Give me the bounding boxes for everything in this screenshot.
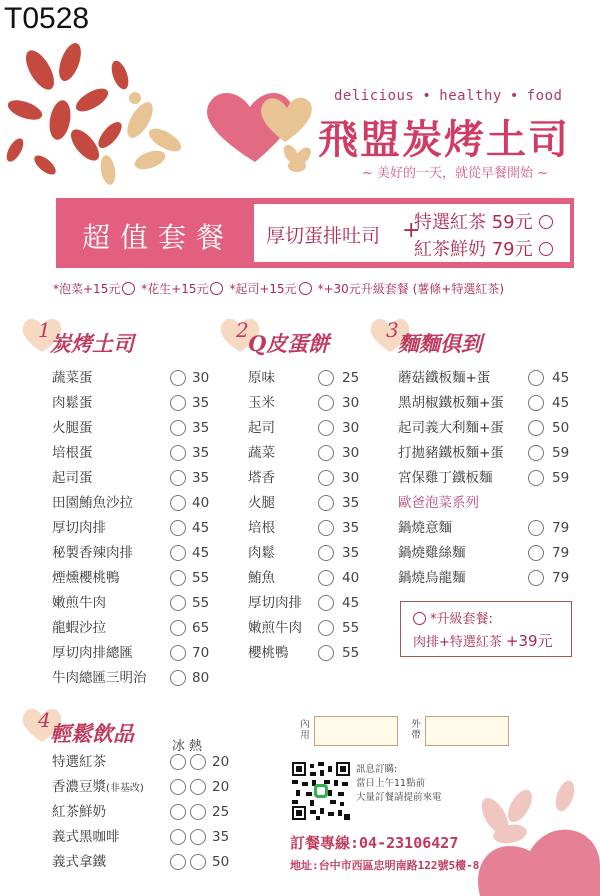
checkbox-circle-icon[interactable] xyxy=(528,520,544,536)
checkbox-hot-icon[interactable] xyxy=(190,754,206,770)
order-info: 訊息訂購: 當日上午11點前 大量訂餐請提前來電 xyxy=(356,764,442,803)
checkbox-circle-icon[interactable] xyxy=(170,570,186,586)
list-item: 義式黑咖啡 35 xyxy=(52,829,230,845)
list-item: 宮保雞丁鐵板麵 59 xyxy=(398,470,570,486)
hearts-decoration-icon xyxy=(195,72,315,172)
checkbox-circle-icon[interactable] xyxy=(170,420,186,436)
list-item: 秘製香辣肉排 45 xyxy=(52,545,210,561)
tagline: delicious • healthy • food xyxy=(334,88,563,104)
checkbox-hot-icon[interactable] xyxy=(190,804,206,820)
combo-options-panel xyxy=(254,204,570,262)
checkbox-circle-icon[interactable] xyxy=(170,495,186,511)
takeout-box[interactable] xyxy=(425,716,509,746)
checkbox-circle-icon[interactable] xyxy=(318,445,334,461)
combo-banner xyxy=(56,198,574,268)
list-item: 起司蛋 35 xyxy=(52,470,210,486)
list-item: 厚切肉排總匯 70 xyxy=(52,645,210,661)
checkbox-cold-icon[interactable] xyxy=(170,754,186,770)
list-item: 厚切肉排 45 xyxy=(52,520,210,536)
checkbox-circle-icon[interactable] xyxy=(528,370,544,386)
checkbox-circle-icon[interactable] xyxy=(299,282,312,295)
checkbox-cold-icon[interactable] xyxy=(170,779,186,795)
combo-main-item: 厚切蛋排吐司 xyxy=(266,225,381,247)
checkbox-circle-icon[interactable] xyxy=(170,545,186,561)
checkbox-circle-icon[interactable] xyxy=(539,215,553,229)
combo-option: 紅茶鮮奶 79元 xyxy=(414,235,553,261)
checkbox-circle-icon[interactable] xyxy=(170,445,186,461)
list-item: 玉米 30 xyxy=(248,395,360,411)
list-item: 起司義大利麵+蛋 50 xyxy=(398,420,570,436)
subsection-label: 歐爸泡菜系列 xyxy=(398,495,479,511)
combo-plus-sign: + xyxy=(402,218,421,243)
list-item: 黑胡椒鐵板麵+蛋 45 xyxy=(398,395,570,411)
section-heading-drinks: 4 輕鬆飲品 xyxy=(20,704,190,754)
list-item: 厚切肉排 45 xyxy=(248,595,360,611)
list-item: 起司 30 xyxy=(248,420,360,436)
checkbox-hot-icon[interactable] xyxy=(190,854,206,870)
checkbox-circle-icon[interactable] xyxy=(170,370,186,386)
checkbox-circle-icon[interactable] xyxy=(413,612,426,625)
checkbox-circle-icon[interactable] xyxy=(528,470,544,486)
list-item: 煙燻櫻桃鴨 55 xyxy=(52,570,210,586)
list-item: 原味 25 xyxy=(248,370,360,386)
list-item: 嫩煎牛肉 55 xyxy=(248,620,360,636)
list-item: 火腿蛋 35 xyxy=(52,420,210,436)
checkbox-circle-icon[interactable] xyxy=(528,545,544,561)
slogan: ~ 美好的一天，就從早餐開始 ~ xyxy=(362,166,549,181)
checkbox-circle-icon[interactable] xyxy=(528,445,544,461)
checkbox-cold-icon[interactable] xyxy=(170,829,186,845)
checkbox-circle-icon[interactable] xyxy=(122,282,135,295)
list-item: 培根 35 xyxy=(248,520,360,536)
checkbox-circle-icon[interactable] xyxy=(170,520,186,536)
checkbox-circle-icon[interactable] xyxy=(170,620,186,636)
combo-option: 特選紅茶 59元 xyxy=(414,208,553,234)
takeout-label: 外帶 xyxy=(411,719,421,741)
checkbox-hot-icon[interactable] xyxy=(190,829,206,845)
order-phone[interactable]: 訂餐專線:04-23106427 xyxy=(290,834,459,852)
dine-in-box[interactable] xyxy=(314,716,398,746)
checkbox-circle-icon[interactable] xyxy=(539,242,553,256)
checkbox-hot-icon[interactable] xyxy=(190,779,206,795)
checkbox-circle-icon[interactable] xyxy=(318,595,334,611)
tagline-dot: • xyxy=(422,88,432,104)
noodle-menu-list xyxy=(398,366,578,591)
hot-cold-header: 冰熱 xyxy=(172,739,207,754)
list-item: 培根蛋 35 xyxy=(52,445,210,461)
checkbox-circle-icon[interactable] xyxy=(170,470,186,486)
checkbox-circle-icon[interactable] xyxy=(170,670,186,686)
flower-decoration-icon xyxy=(0,40,190,190)
list-item: 鮪魚 40 xyxy=(248,570,360,586)
list-item: 嫩煎牛肉 55 xyxy=(52,595,210,611)
document-id: T0528 xyxy=(4,2,90,35)
checkbox-circle-icon[interactable] xyxy=(528,420,544,436)
checkbox-circle-icon[interactable] xyxy=(318,470,334,486)
checkbox-cold-icon[interactable] xyxy=(170,804,186,820)
dine-in-label: 內用 xyxy=(300,719,310,741)
list-item: 蔬菜 30 xyxy=(248,445,360,461)
list-item: 塔香 30 xyxy=(248,470,360,486)
checkbox-circle-icon[interactable] xyxy=(170,645,186,661)
qr-code-icon[interactable] xyxy=(292,762,350,820)
upgrade-set-box: *升級套餐: 肉排+特選紅茶 +39元 xyxy=(400,601,572,657)
checkbox-circle-icon[interactable] xyxy=(318,495,334,511)
list-item: 龍蝦沙拉 65 xyxy=(52,620,210,636)
list-item: 香濃豆漿(非基改) 20 xyxy=(52,779,230,795)
list-item: 櫻桃鴨 55 xyxy=(248,645,360,661)
list-item: 牛肉總匯三明治 80 xyxy=(52,670,210,686)
list-item: 鍋燒意麵 79 xyxy=(398,520,570,536)
checkbox-circle-icon[interactable] xyxy=(318,395,334,411)
checkbox-circle-icon[interactable] xyxy=(318,545,334,561)
tagline-dot: • xyxy=(509,88,519,104)
list-item: 紅茶鮮奶 25 xyxy=(52,804,230,820)
checkbox-circle-icon[interactable] xyxy=(528,570,544,586)
checkbox-circle-icon[interactable] xyxy=(318,520,334,536)
checkbox-circle-icon[interactable] xyxy=(318,420,334,436)
list-item: 特選紅茶 20 xyxy=(52,754,230,770)
toast-menu-list xyxy=(52,366,222,691)
combo-title: 超值套餐 xyxy=(81,221,234,254)
checkbox-circle-icon[interactable] xyxy=(318,370,334,386)
drinks-menu-list xyxy=(52,750,252,875)
list-item: 肉鬆蛋 35 xyxy=(52,395,210,411)
checkbox-circle-icon[interactable] xyxy=(528,395,544,411)
list-item: 火腿 35 xyxy=(248,495,360,511)
addon-options: *泡菜+15元 *花生+15元 *起司+15元 *+30元升級套餐 (薯條+特選紅茶) xyxy=(53,282,505,296)
section-heading-toast: 1 炭烤土司 xyxy=(20,314,190,364)
heart-flower-decoration-icon xyxy=(450,776,600,896)
list-item: 鍋燒雞絲麵 79 xyxy=(398,545,570,561)
checkbox-circle-icon[interactable] xyxy=(318,620,334,636)
checkbox-cold-icon[interactable] xyxy=(170,854,186,870)
crepe-menu-list xyxy=(248,366,378,666)
list-item: 鍋燒烏龍麵 79 xyxy=(398,570,570,586)
brand-name: 飛盟炭烤土司 xyxy=(318,116,570,163)
checkbox-circle-icon[interactable] xyxy=(318,570,334,586)
section-heading-noodles: 3 麵麵俱到 xyxy=(368,314,548,364)
list-item: 打拋豬鐵板麵+蛋 59 xyxy=(398,445,570,461)
checkbox-circle-icon[interactable] xyxy=(210,282,223,295)
list-item: 田園鮪魚沙拉 40 xyxy=(52,495,210,511)
checkbox-circle-icon[interactable] xyxy=(170,395,186,411)
list-item: 蔬菜蛋 30 xyxy=(52,370,210,386)
checkbox-circle-icon[interactable] xyxy=(170,595,186,611)
list-item: 肉鬆 35 xyxy=(248,545,360,561)
section-heading-crepe: 2 Q皮蛋餅 xyxy=(218,314,378,364)
address: 地址:台中市西區忠明南路122號5樓-8 xyxy=(290,859,480,872)
checkbox-circle-icon[interactable] xyxy=(318,645,334,661)
list-item: 蘑菇鐵板麵+蛋 45 xyxy=(398,370,570,386)
list-item: 義式拿鐵 50 xyxy=(52,854,230,870)
